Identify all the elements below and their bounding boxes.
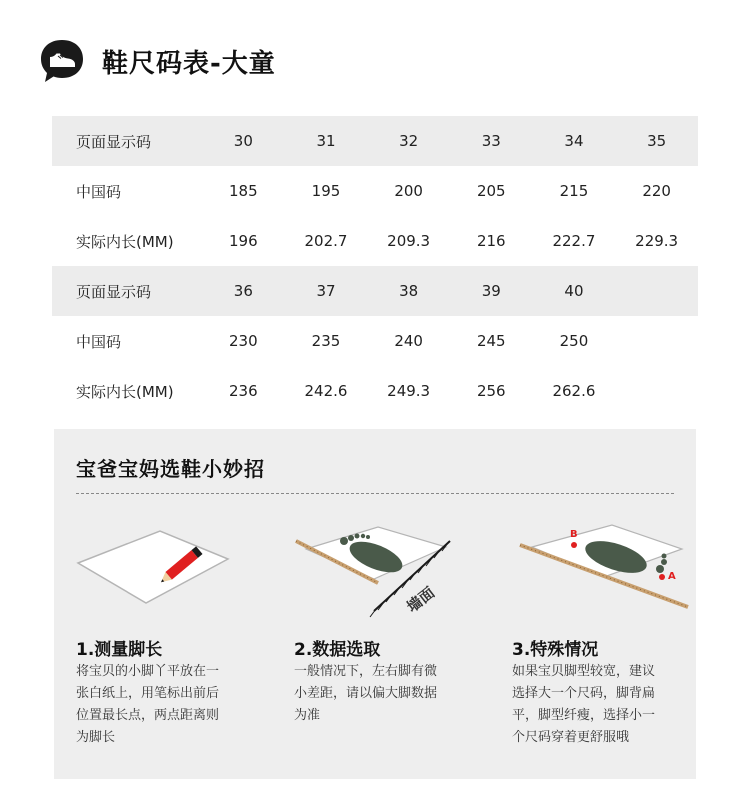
size-chart-table (52, 116, 698, 416)
table-cell: 256 (476, 382, 506, 400)
table-cell: 220 (642, 182, 671, 200)
table-cell: 216 (476, 232, 506, 250)
table-row (52, 316, 698, 366)
step-title: 2.数据选取 (294, 640, 381, 660)
step-title: 1.测量脚长 (76, 640, 163, 660)
row-label: 实际内长(MM) (76, 232, 174, 251)
table-cell: 196 (229, 232, 258, 250)
foot-with-ruler-icon (512, 519, 702, 619)
table-cell: 236 (229, 382, 258, 400)
table-cell: 250 (559, 332, 589, 350)
table-cell: 39 (450, 266, 533, 316)
table-cell: 205 (476, 182, 506, 200)
table-row (52, 166, 698, 216)
shoe-speech-bubble-icon (38, 37, 86, 85)
table-cell: 242.6 (304, 382, 348, 400)
table-cell: 202.7 (304, 232, 348, 250)
tip-step-special (512, 519, 702, 745)
table-cell: 185 (229, 182, 258, 200)
table-cell: 222.7 (552, 232, 596, 250)
table-cell: 209.3 (387, 232, 431, 250)
table-row (52, 116, 698, 166)
tip-step-measure (76, 519, 266, 745)
table-cell: 33 (450, 116, 533, 166)
table-cell: 200 (394, 182, 423, 200)
table-cell: 35 (615, 116, 698, 166)
wall-label: 墙面 (403, 583, 439, 617)
step-description: 如果宝贝脚型较宽，建议 选择大一个尺码，脚背扁 平，脚型纤瘦，选择小一 个尺码穿着更舒服哦 (512, 664, 656, 745)
point-a-label: A (668, 571, 676, 582)
dashed-divider (76, 493, 674, 494)
table-cell: 30 (202, 116, 285, 166)
row-label: 页面显示码 (52, 266, 202, 316)
table-cell: 230 (229, 332, 258, 350)
table-cell: 195 (311, 182, 341, 200)
table-cell: 235 (311, 332, 341, 350)
table-row (52, 366, 698, 416)
table-cell: 36 (202, 266, 285, 316)
table-cell (615, 316, 698, 366)
table-cell: 34 (533, 116, 616, 166)
step-title: 3.特殊情况 (512, 640, 599, 660)
row-label: 中国码 (76, 182, 122, 201)
foot-against-wall-icon (294, 519, 484, 619)
page-title: 鞋尺码表-大童 (102, 48, 276, 79)
step-description: 将宝贝的小脚丫平放在一 张白纸上，用笔标出前后 位置最长点，两点距离则 为脚长 (76, 664, 220, 745)
table-cell: 245 (476, 332, 506, 350)
table-cell: 31 (285, 116, 368, 166)
shoe-tips-panel (54, 429, 696, 779)
table-cell: 32 (367, 116, 450, 166)
tip-step-data (294, 519, 484, 723)
table-row (52, 216, 698, 266)
table-cell (615, 266, 698, 316)
table-cell (615, 366, 698, 416)
tips-title: 宝爸宝妈选鞋小妙招 (76, 457, 265, 481)
table-cell: 229.3 (635, 232, 679, 250)
page-header (38, 36, 276, 86)
table-cell: 38 (367, 266, 450, 316)
table-cell: 262.6 (552, 382, 596, 400)
row-label: 中国码 (76, 332, 122, 351)
table-cell: 40 (533, 266, 616, 316)
table-cell: 240 (394, 332, 423, 350)
table-cell: 249.3 (387, 382, 431, 400)
row-label: 页面显示码 (52, 116, 202, 166)
step-description: 一般情况下，左右脚有微 小差距，请以偏大脚数据 为准 (294, 664, 438, 723)
table-cell: 215 (559, 182, 589, 200)
table-row (52, 266, 698, 316)
row-label: 实际内长(MM) (76, 382, 174, 401)
table-cell: 37 (285, 266, 368, 316)
point-b-label: B (570, 529, 578, 540)
paper-and-pencil-icon (76, 519, 266, 619)
